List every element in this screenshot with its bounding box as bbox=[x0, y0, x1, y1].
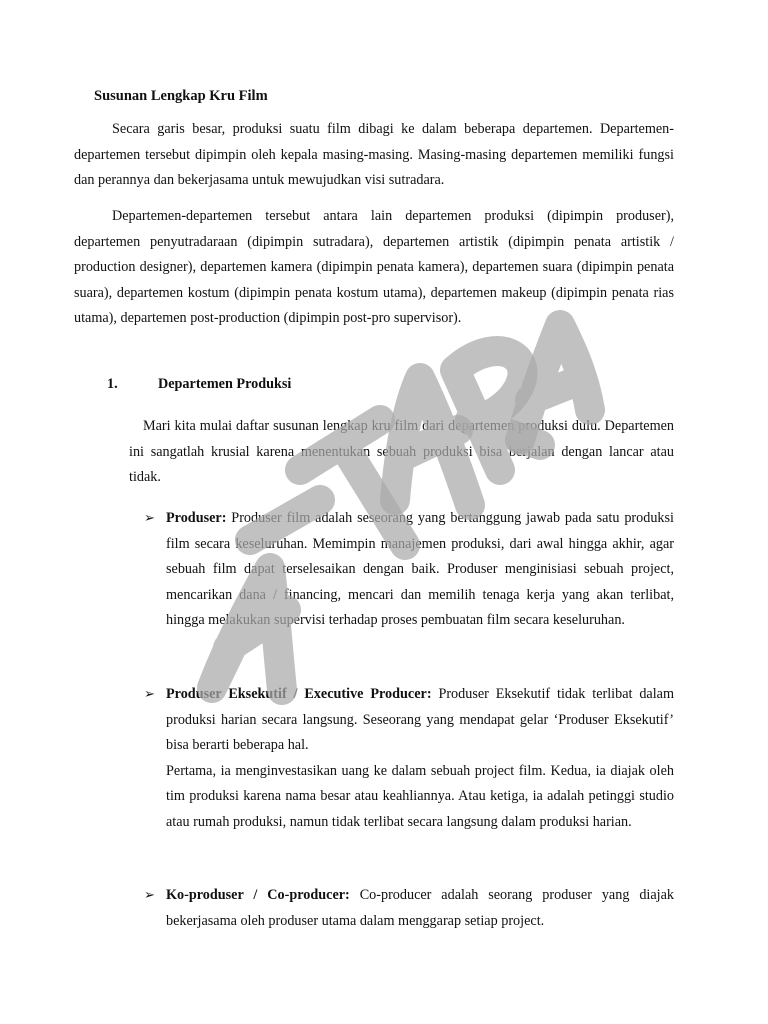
list-item-continuation: Pertama, ia menginvestasikan uang ke dalam sebuah project film. Kedua, ia diajak oleh tim produksi karena nama besar atau keahliannya. Atau ketiga, ia adalah petinggi studio atau rumah produksi, namun tidak terlibat secara langsung dalam produksi harian. bbox=[166, 762, 674, 830]
list-item-text: Produser Eksekutif tidak terlibat dalam produksi harian secara langsung. Seseorang yang mendapat gelar ‘Produser Eksekutif’ bisa berarti beberapa hal. bbox=[166, 686, 674, 753]
page-title: Susunan Lengkap Kru Film bbox=[94, 88, 268, 104]
section-heading-produksi bbox=[107, 376, 291, 393]
list-item-term: Produser Eksekutif / Executive Producer: bbox=[166, 686, 432, 702]
list-item-body bbox=[166, 506, 674, 634]
list-item-text: Produser film adalah seseorang yang bertanggung jawab pada satu produksi film secara keseluruhan. Memimpin manajemen produksi, dari awal hingga akhir, agar sebuah film dapat terselesaikan dengan baik. Produser menginisiasi sebuah project, mencarikan dana / financing, mencari dan memilih tenaga kerja yang akan terlibat, hingga melakukan supervisi terhadap proses pembuatan film secara keseluruhan. bbox=[166, 510, 674, 628]
paragraph-departments: Departemen-departemen tersebut antara lain departemen produksi (dipimpin produser), departemen penyutradaraan (dipimpin sutradara), departemen artistik (dipimpin penata artistik / production designer), departemen kamera (dipimpin penata kamera), departemen suara (dipimpin penata suara), departemen kostum (dipimpin penata kostum utama), departemen makeup (dipimpin penata rias utama), departemen post-production (dipimpin post-pro supervisor). bbox=[74, 208, 674, 326]
list-item-term: Produser: bbox=[166, 510, 227, 526]
section-heading-text: Departemen Produksi bbox=[158, 376, 292, 392]
arrow-bullet-icon: ➢ bbox=[144, 888, 155, 903]
list-item-body bbox=[166, 883, 674, 934]
list-item-text: Co-producer adalah seorang produser yang diajak bekerjasama oleh produser utama dalam menggarap setiap project. bbox=[166, 887, 674, 929]
section-intro-paragraph: Mari kita mulai daftar susunan lengkap kru film dari departemen produksi dulu. Departemen ini sangatlah krusial karena menentukan sebuah produksi bisa berjalan dengan lancar atau tidak. bbox=[129, 418, 674, 485]
section-number: 1. bbox=[107, 376, 118, 392]
arrow-bullet-icon: ➢ bbox=[144, 687, 155, 702]
list-item-body bbox=[166, 682, 674, 835]
list-item-term: Ko-produser / Co-producer: bbox=[166, 887, 350, 903]
arrow-bullet-icon: ➢ bbox=[144, 511, 155, 526]
paragraph-intro: Secara garis besar, produksi suatu film dibagi ke dalam beberapa departemen. Departemen-departemen tersebut dipimpin oleh kepala masing-masing. Masing-masing departemen memiliki fungsi dan perannya dan bekerjasama untuk mewujudkan visi sutradara. bbox=[74, 121, 674, 188]
